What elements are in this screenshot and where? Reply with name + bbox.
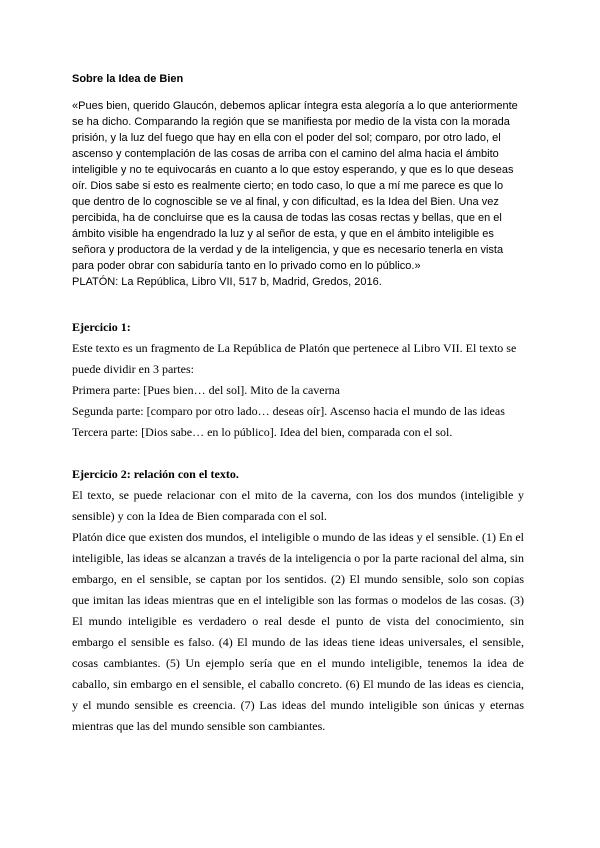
exercise-2-heading: Ejercicio 2: relación con el texto. xyxy=(72,467,239,481)
exercise-2-paragraph-2: Platón dice que existen dos mundos, el inteligible o mundo de las ideas y el sensible. (1) En el inteligible, las ideas se alcanzan a través de la inteligencia o por la parte racional del alma, sin embargo, en el sensible, se captan por los sentidos. (2) El mundo sensible, solo son copias que imitan las ideas mientras que en el inteligible son las formas o modelos de las cosas. (3) El mundo inteligible es verdadero o real desde el punto de vista del conocimiento, sin embargo el sensible es falso. (4) El mundo de las ideas tiene ideas universales, el sensible, cosas cambiantes. (5) Un ejemplo sería que en el mundo inteligible, tenemos la idea de caballo, sin embargo en el sensible, el caballo concreto. (6) El mundo de las ideas es ciencia, y el mundo sensible es creencia. (7) Las ideas del mundo inteligible son únicas y eternas mientras que las del mundo sensible son cambiantes. xyxy=(72,530,524,733)
exercise-1-part-2: Segunda parte: [comparo por otro lado… deseas oír]. Ascenso hacia el mundo de las ideas xyxy=(72,404,505,418)
exercise-1-part-1: Primera parte: [Pues bien… del sol]. Mito de la caverna xyxy=(72,383,340,397)
exercise-1-heading: Ejercicio 1: xyxy=(72,320,131,334)
exercise-2-paragraph-1: El texto, se puede relacionar con el mito de la caverna, con los dos mundos (inteligible y sensible) y con la Idea de Bien comparada con el sol. xyxy=(72,488,524,523)
citation: PLATÓN: La República, Libro VII, 517 b, Madrid, Gredos, 2016. xyxy=(72,276,382,288)
exercise-1-section xyxy=(72,317,524,443)
plato-quote: «Pues bien, querido Glaucón, debemos aplicar íntegra esta alegoría a lo que anteriormente se ha dicho. Comparando la región que se manifiesta por medio de la vista con la morada prisión, y la luz del fuego que hay en ella con el poder del sol; comparo, por otro lado, el ascenso y contemplación de las cosas de arriba con el camino del alma hacia el ámbito inteligible y no te equivocarás en cuanto a lo que estoy esperando, y que es lo que deseas oír. Dios sabe si esto es realmente cierto; en todo caso, lo que a mí me parece es que lo que dentro de lo cognoscible se ve al final, y con dificultad, es la Idea del Bien. Una vez percibida, ha de concluirse que es la causa de todas las cosas rectas y bellas, que en el ámbito visible ha engendrado la luz y al señor de esta, y que en el ámbito inteligible es señora y productora de la verdad y de la inteligencia, y que es necesario tenerla en vista para poder obrar con sabiduría tanto en lo privado como en lo público.» xyxy=(72,100,518,272)
exercise-1-part-3: Tercera parte: [Dios sabe… en lo público]. Idea del bien, comparada con el sol. xyxy=(72,425,453,439)
exercise-1-intro: Este texto es un fragmento de La República de Platón que pertenece al Libro VII. El texto se puede dividir en 3 partes: xyxy=(72,341,517,376)
document-title: Sobre la Idea de Bien xyxy=(72,73,184,85)
exercise-2-section xyxy=(72,464,524,737)
